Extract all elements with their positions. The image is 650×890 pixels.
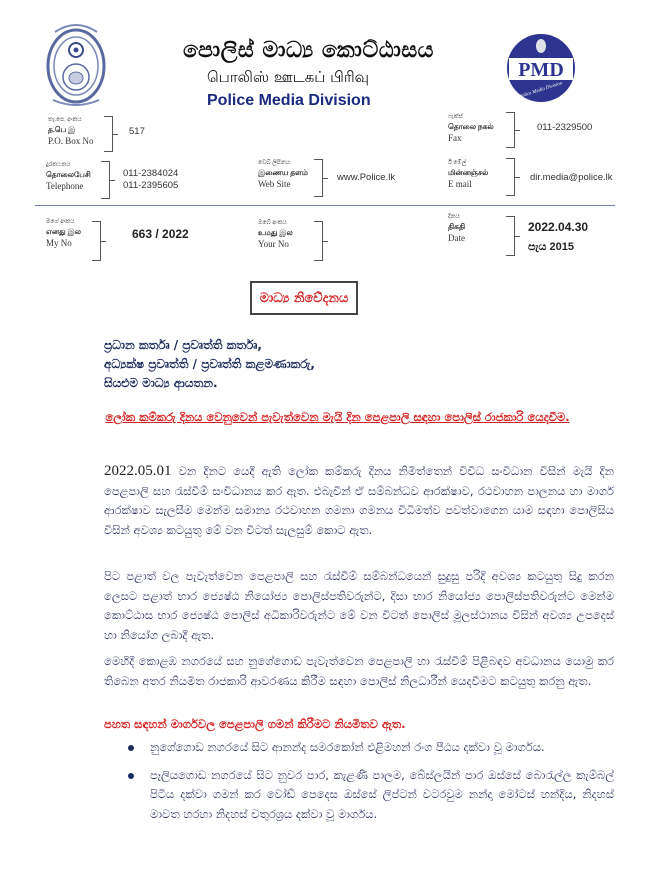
addressee-line: සියළුම මාධ්‍ය ආයතන. [104,376,218,390]
header-separator [35,205,615,206]
time-value: පැය 2015 [528,241,574,253]
paragraph-2: පිට පළාත් වල පැවැත්වෙන පෙළපාලි සහ රැස්වීම් සම්බන්ධයෙන් සුදුසු පරිදි අවශ්‍ය කටයුතු සිදු කරන ලෙසට පළාත් භාර ජ්‍යෙෂ්ඨ නියෝජ්‍ය පොලිස්පතිවරුන්ට, දිසා භාර නියෝජ්‍ය පොලිස්පතිවරුන්ට මෙන්ම කොට්ඨාස භාර ජ්‍යෙෂ්ඨ පොලිස් අධිකාරිවරුන්ට මේ වන විටත් පොලිස් මූලස්ථානය විසින් අවශ්‍ය උපදෙස් හා නියෝග ලබාදී ඇත. [104,569,614,642]
routes-list [120,738,614,832]
notice-title: මාධ්‍ය නිවේදනය [259,290,349,306]
brace [314,221,323,261]
addressee-line: අධ්‍යක්ෂ ප්‍රවෘත්ති / ප්‍රවෘත්ති කළමණාකරු, [104,357,315,371]
fax-value: 011-2329500 [537,122,593,133]
route-text: පෑලියගොඩ නගරයේ සිට නුවර පාර, කැළණි පාලම, බේස්ලයින් පාර ඔස්සේ බොරැල්ල කැම්බල් පිටිය දක්වා ගමන් කර වෝඩ් පෙදෙස ඔස්සේ ලිප්ටන් වටරවුම නන්දා මෝටස් හන්දිය, නිදහස් මාවත හරහා නිදහස් චතුරශ්‍රය දක්වා වූ මාර්ගය. [150,767,614,821]
paragraph-1 [104,462,614,540]
bullet-icon [128,745,134,751]
website-value[interactable]: www.Police.lk [337,172,396,183]
my-no-value: 663 / 2022 [132,227,189,241]
routes-heading: පහත සඳහන් මාර්ගවල පෙළපාලි ගමන් කිරීමට නියමිතව ඇත. [104,717,406,731]
date-values [528,217,588,257]
brace [506,158,515,196]
date-value: 2022.04.30 [528,220,589,234]
paragraph-1-text: වන දිනට යෙදී ඇති ලෝක කම්කරු දිනය නිමිත්තෙන් විවිධ සංවිධාන විසින් මැයි දින පෙළපාලි සහ රැස්වීම් සංවිධානය කර ඇත. එබැවින් ඒ සම්බන්ධව ආරක්ෂාව, රථවාහන පාලනය හා මාර්ග ආරක්ෂාව සැලසීම මෙන්ම සමාන්‍ය රථවාහන ගමනා ගමනය විධිමත්ව පවත්වාගෙන යාම සඳහා පොලිසිය විසින් අවශ්‍ය කටයුතු මේ වන විටත් සැලසුම් කොට ඇත. [104,464,614,537]
list-item [120,738,614,758]
pmd-logo-text: PMD [518,59,564,81]
po-box-value: 517 [129,126,145,137]
brace [506,216,515,256]
your-no-label: ඔබේ අංකය உமது இல Your No [258,220,293,249]
paragraph-3: මෙහිදී කොළඹ නගරයේ සහ නුගේගොඩ පැවැත්වෙන පෙළපාලි හා රැස්වීම් පිළිබඳව අවධානය යොමු කර තිබෙන අතර නියමිත රාජකාරි ආවරණය කිරීම සඳහා පොලිස් නිලධාරීන් යෙදවීමට කටයුතු කරනු ඇත. [104,654,614,688]
police-emblem-logo [43,14,109,114]
telephone-value-1: 011-2384024 [123,168,179,179]
brace [506,112,515,148]
brace [104,116,113,152]
brace [314,159,323,197]
title-sinhala: පොලිස් මාධ්‍ය කොට්ඨාසය [183,38,434,63]
svg-text:Police Media Division: Police Media Division [518,81,564,100]
my-no-label: මගේ අංකය எனது இல My No [46,219,82,248]
list-item [120,766,614,825]
subject-heading: ලෝක කම්කරු දිනය වෙනුවෙන් පැවැත්වෙන මැයි දින පෙළපාලි සඳහා පොලිස් රාජකාරි යෙදවීම. [105,410,570,424]
route-text: නුගේගොඩ නගරයේ සිට ආනන්ද සමරකෝන් එළිමහන් රංග පීඨය දක්වා වූ මාර්ගය. [150,740,545,754]
notice-title-box [250,281,358,315]
brace [101,161,110,199]
title-tamil: பொலிஸ் ஊடகப் பிரிவு [207,68,370,86]
telephone-label: දුරකථනය தொலைபேசி Telephone [46,162,91,191]
title-english: Police Media Division [207,92,371,109]
bullet-icon [128,773,134,779]
website-label: වෙබ් ලිපිනය இணைய தளம் Web Site [258,160,308,189]
telephone-value-2: 011-2395605 [123,180,179,192]
brace [92,221,101,261]
telephone-values [123,168,178,193]
po-box-label: තැ.පෙ. අංකය த.பெ இ P.O. Box No [48,117,94,146]
addressee-line: ප්‍රධාන කර්තෘ / ප්‍රවෘත්ති කර්තෘ, [104,338,262,352]
addressee-block [104,336,315,393]
email-value[interactable]: dir.media@police.lk [530,172,613,183]
email-label: ඊ මේල් மின்னஞ்சல் E mail [448,160,489,189]
date-label: දිනය திகதி Date [448,214,466,243]
event-date: 2022.05.01 [104,463,172,479]
pmd-logo [505,28,577,108]
fax-label: ෆැක්ස් தொலை நகல் Fax [448,114,494,143]
